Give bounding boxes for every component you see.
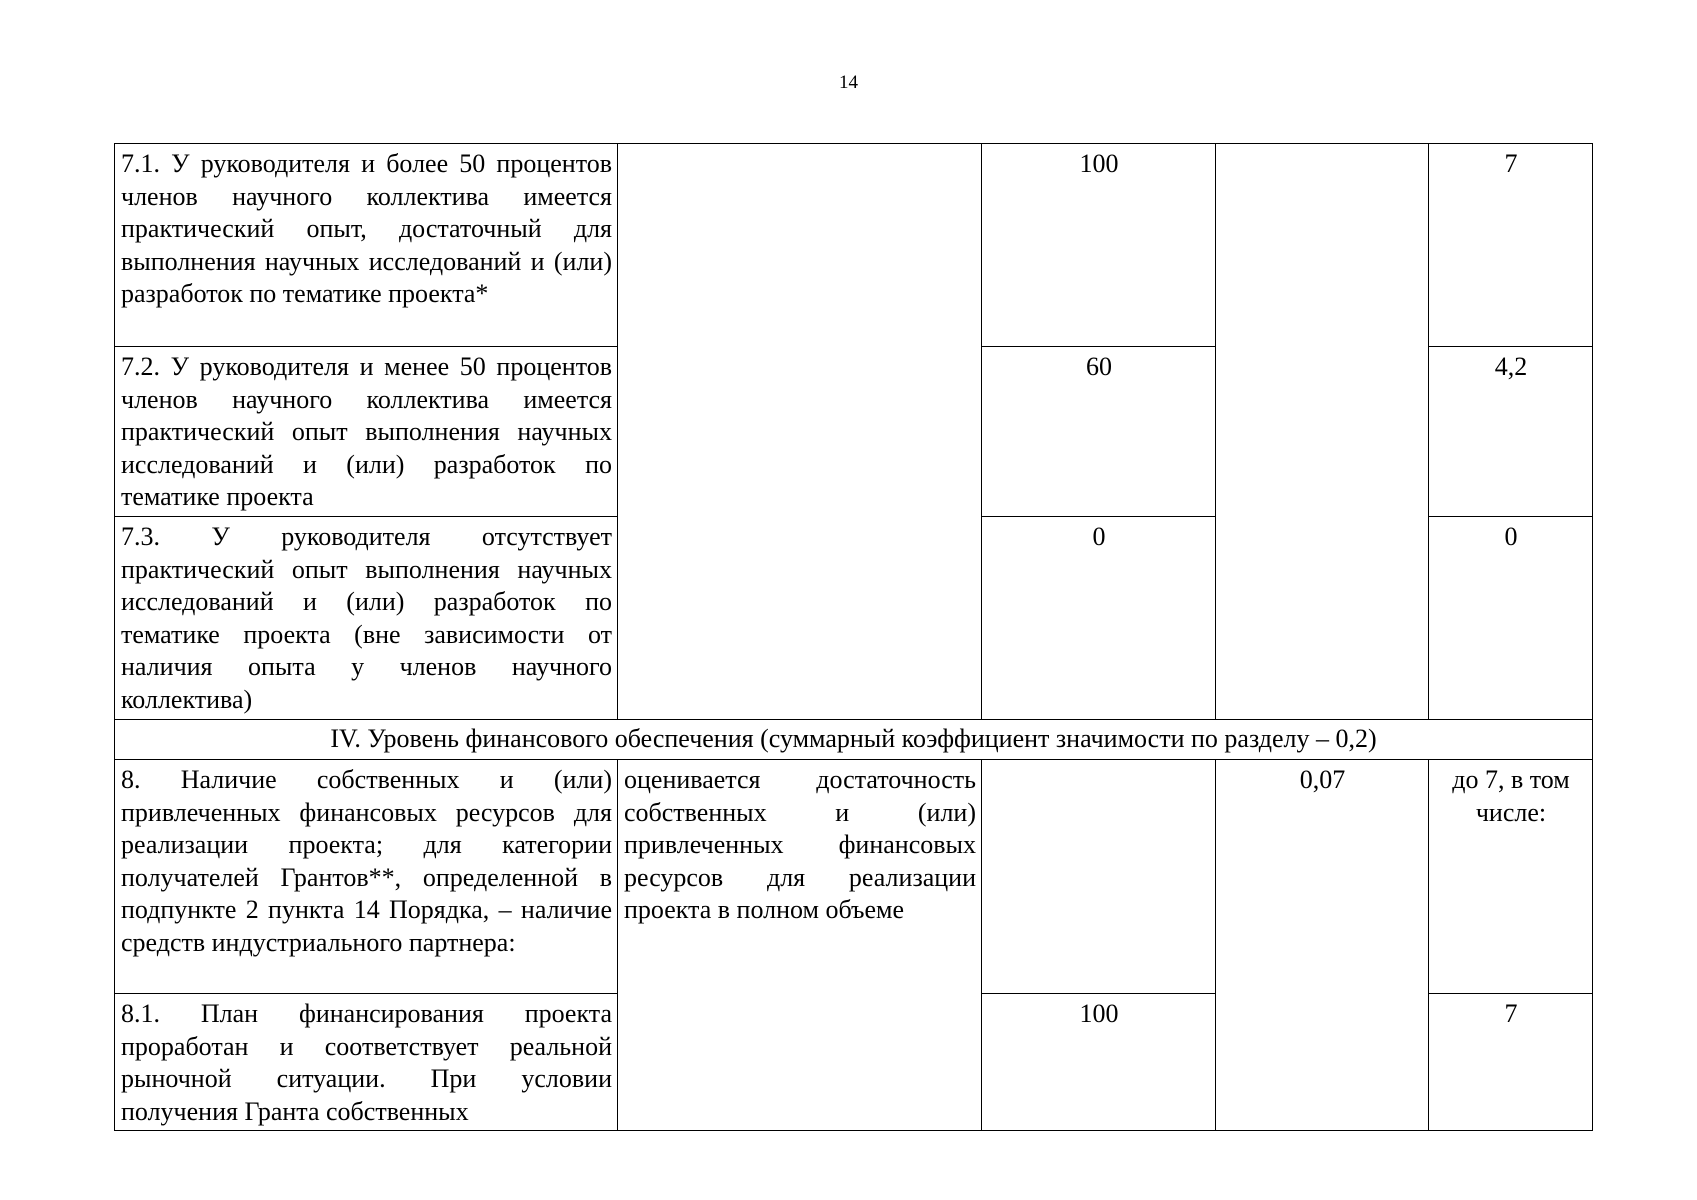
score-8-1: 100 xyxy=(982,994,1216,1131)
coefficient-cell-7 xyxy=(1216,144,1429,720)
table-row-8 xyxy=(115,760,1593,994)
evaluation-cell-7 xyxy=(618,144,982,720)
evaluation-8-text: оценивается достаточность собственных и (или) привлеченных финансовых ресурсов для реализации проекта в полном объеме xyxy=(618,760,982,1131)
criterion-8-text: 8. Наличие собственных и (или) привлеченных финансовых ресурсов для реализации проекта; для категории получателей Грантов**, определенной в подпункте 2 пункта 14 Порядка, – наличие средств индустриального партнера: xyxy=(115,760,618,994)
points-7-1: 7 xyxy=(1429,144,1593,347)
score-7-2: 60 xyxy=(982,347,1216,517)
page-number: 14 xyxy=(839,72,858,93)
criterion-7-1-text: 7.1. У руководителя и более 50 процентов членов научного коллектива имеется практический опыт, достаточный для выполнения научных исследований и (или) разработок по тематике проекта* xyxy=(115,144,618,347)
section-iv-row xyxy=(115,720,1593,760)
score-7-3: 0 xyxy=(982,517,1216,720)
points-8-1: 7 xyxy=(1429,994,1593,1131)
criterion-8-1-text: 8.1. План финансирования проекта проработан и соответствует реальной рыночной ситуации. При условии получения Гранта собственных xyxy=(115,994,618,1131)
criteria-table xyxy=(114,143,1593,1131)
table-row-7-1 xyxy=(115,144,1593,347)
criterion-7-3-text: 7.3. У руководителя отсутствует практический опыт выполнения научных исследований и (или) разработок по тематике проекта (вне зависимости от наличия опыта у членов научного коллектива) xyxy=(115,517,618,720)
points-7-3: 0 xyxy=(1429,517,1593,720)
section-iv-title: IV. Уровень финансового обеспечения (суммарный коэффициент значимости по разделу – 0,2) xyxy=(115,720,1593,760)
criterion-7-2-text: 7.2. У руководителя и менее 50 процентов членов научного коллектива имеется практический опыт выполнения научных исследований и (или) разработок по тематике проекта xyxy=(115,347,618,517)
points-7-2: 4,2 xyxy=(1429,347,1593,517)
points-8: до 7, в том числе: xyxy=(1429,760,1593,994)
score-7-1: 100 xyxy=(982,144,1216,347)
coefficient-8: 0,07 xyxy=(1216,760,1429,1131)
score-8 xyxy=(982,760,1216,994)
